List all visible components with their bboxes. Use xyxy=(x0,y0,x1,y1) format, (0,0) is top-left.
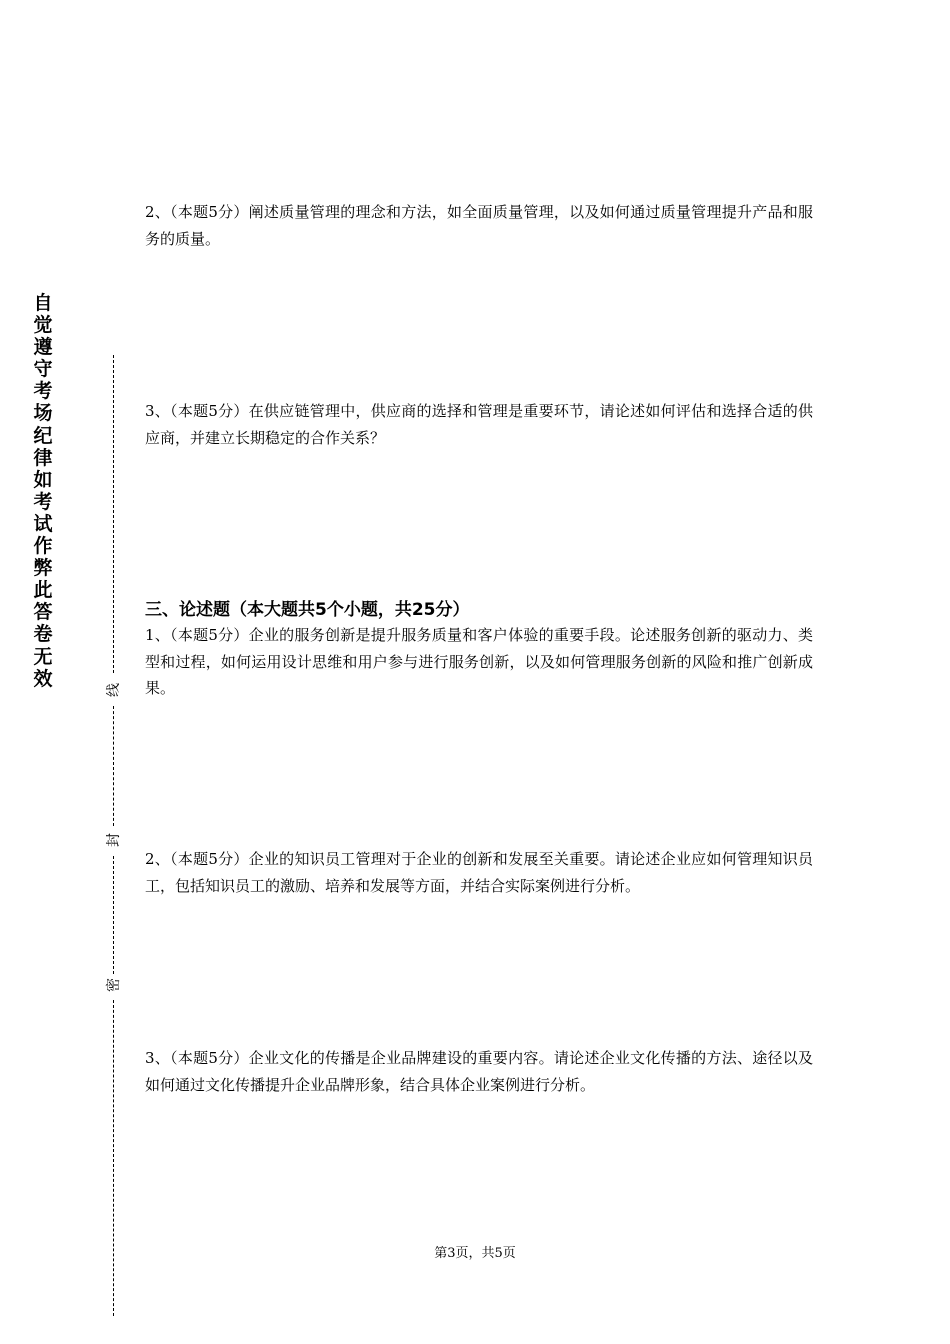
binding-line-segment xyxy=(113,355,114,673)
binding-line-segment xyxy=(113,1000,114,1316)
question-3-2: 2、（本题5分）企业的知识员工管理对于企业的创新和发展至关重要。请论述企业应如何管理知识员工，包括知识员工的激励、培养和发展等方面，并结合实际案例进行分析。 xyxy=(145,850,813,895)
binding-secret-char: 密 xyxy=(104,975,124,995)
section-3-title: 三、论述题（本大题共5个小题，共25分） xyxy=(145,600,470,620)
question-3-3: 3、（本题5分）企业文化的传播是企业品牌建设的重要内容。请论述企业文化传播的方法、途径以及如何通过文化传播提升企业品牌形象，结合具体企业案例进行分析。 xyxy=(145,1049,813,1094)
question-3-1: 1、（本题5分）企业的服务创新是提升服务质量和客户体验的重要手段。论述服务创新的驱动力、类型和过程，如何运用设计思维和用户参与进行服务创新，以及如何管理服务创新的风险和推广创新成果。 xyxy=(145,626,813,697)
binding-line-segment xyxy=(113,856,114,974)
question-2-3: 3、（本题5分）在供应链管理中，供应商的选择和管理是重要环节，请论述如何评估和选择合适的供应商，并建立长期稳定的合作关系？ xyxy=(145,402,813,447)
page-number: 第3页，共5页 xyxy=(434,1246,516,1261)
binding-line-segment xyxy=(113,706,114,826)
binding-line-char: 线 xyxy=(104,680,124,700)
question-2-2: 2、（本题5分）阐述质量管理的理念和方法，如全面质量管理，以及如何通过质量管理提升产品和服务的质量。 xyxy=(145,203,813,248)
exam-discipline-warning: 自觉遵守考场纪律如考试作弊此答卷无效 xyxy=(33,292,53,690)
binding-seal-char: 封 xyxy=(104,830,124,850)
